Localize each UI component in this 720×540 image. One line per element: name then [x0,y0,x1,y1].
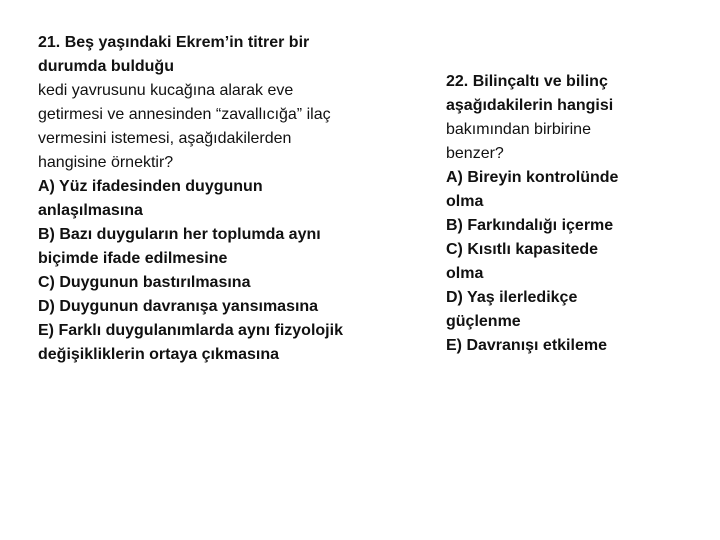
question-22-option-d: güçlenme [446,313,521,330]
question-22-option-d: D) Yaş ilerledikçe [446,289,578,306]
question-21-option-d: D) Duygunun davranışa yansımasına [38,298,319,315]
question-21-option-e: değişikliklerin ortaya çıkmasına [38,346,280,363]
question-21-stem-line: kedi yavrusunu kucağına alarak eve [38,82,294,99]
question-22-option-a: A) Bireyin kontrolünde [446,169,619,186]
question-22-option-b: B) Farkındalığı içerme [446,217,614,234]
question-21-stem-line: 21. Beş yaşındaki Ekrem’in titrer bir [38,34,310,51]
question-22-option-a: olma [446,193,484,210]
question-22-option-c: olma [446,265,484,282]
question-21-option-e: E) Farklı duygulanımlarda aynı fizyolojik [38,322,343,339]
question-21-stem-line: durumda bulduğu [38,58,174,75]
question-22-stem-line: 22. Bilinçaltı ve bilinç [446,73,608,90]
question-22-stem-line: bakımından birbirine [446,121,591,138]
question-22-option-e: E) Davranışı etkileme [446,337,607,354]
question-21 [38,31,383,367]
question-22 [446,70,661,358]
question-21-option-a: anlaşılmasına [38,202,143,219]
question-22-stem-line: benzer? [446,145,504,162]
question-21-option-b: B) Bazı duyguların her toplumda aynı [38,226,321,243]
question-21-option-b: biçimde ifade edilmesine [38,250,228,267]
question-21-stem-line: vermesini istemesi, aşağıdakilerden [38,130,292,147]
question-22-option-c: C) Kısıtlı kapasitede [446,241,599,258]
question-22-stem-line: aşağıdakilerin hangisi [446,97,614,114]
question-21-stem-line: getirmesi ve annesinden “zavallıcığa” ilaç [38,106,331,123]
question-21-option-a: A) Yüz ifadesinden duygunun [38,178,263,195]
question-21-stem-line: hangisine örnektir? [38,154,174,171]
question-21-option-c: C) Duygunun bastırılmasına [38,274,251,291]
